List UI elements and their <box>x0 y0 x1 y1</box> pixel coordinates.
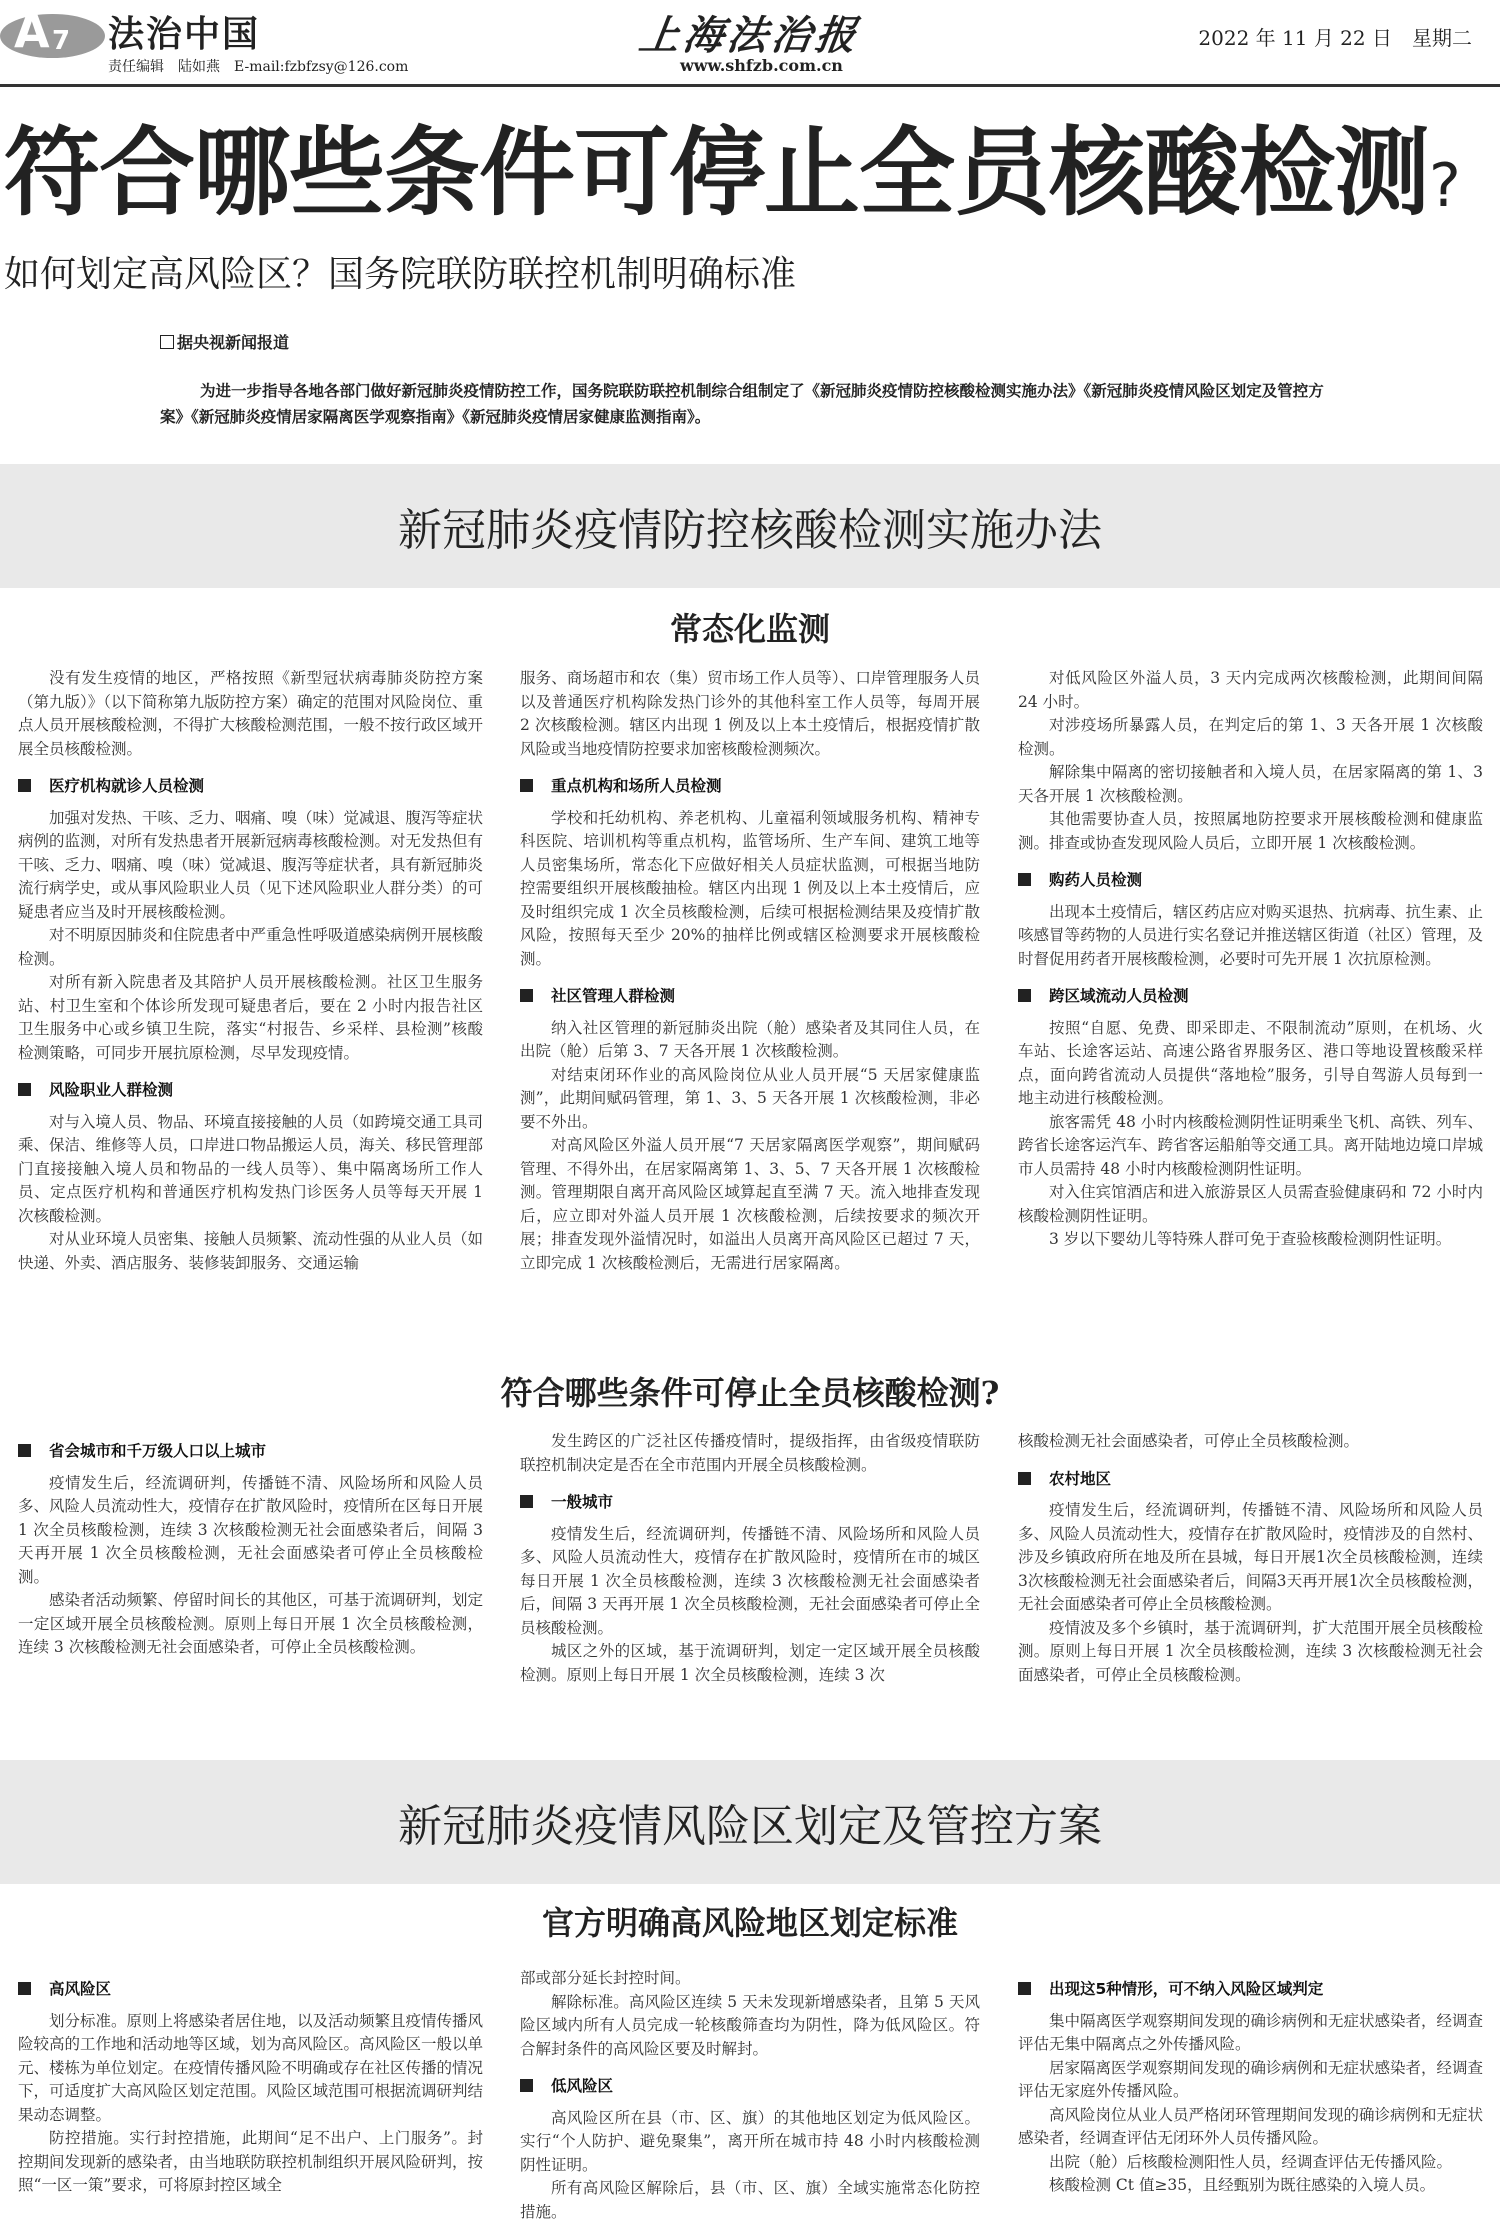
paragraph: 按照“自愿、免费、即采即走、不限制流动”原则，在机场、火车站、长途客运站、高速公路省界服务区、港口等地设置核酸采样点，面向跨省流动人员提供“落地检”服务，引导自驾游人员每到一地主动进行核酸检测。 <box>1018 1018 1483 1107</box>
s3-column-3 <box>1018 1978 1483 2198</box>
editor-line: 责任编辑 陆如燕 E-mail:fzbfzsy@126.com <box>108 59 409 75</box>
s1-column-1 <box>18 667 483 1275</box>
paragraph: 学校和托幼机构、养老机构、儿童福利领域服务机构、精神专科医院、培训机构等重点机构，监管场所、生产车间、建筑工地等人员密集场所，常态化下应做好相关人员症状监测，可根据当地防控需要组织开展核酸抽检。辖区内出现 1 例及以上本土疫情后，应及时组织完成 1 次全员核酸检测，后续可根据检测结果及疫情扩散风险，按照每天至少 20%的抽样比例或辖区检测要求开展核酸检测。 <box>520 808 980 968</box>
paragraph: 加强对发热、干咳、乏力、咽痛、嗅（味）觉减退、腹泻等症状病例的监测，对所有发热患者开展新冠病毒核酸检测。对无发热但有干咳、乏力、咽痛、嗅（味）觉减退、腹泻等症状者，具有新冠肺炎流行病学史，或从事风险职业人员（见下述风险职业人群分类）的可疑患者应当及时开展核酸检测。 <box>18 808 484 921</box>
paper-website: www.shfzb.com.cn <box>680 56 843 75</box>
paragraph: 其他需要协查人员，按照属地防控要求开展核酸检测和健康监测。排查或协查发现风险人员后，立即开展 1 次核酸检测。 <box>1018 810 1483 852</box>
byline-text: 据央视新闻报道 <box>177 333 290 352</box>
page-number: 7 <box>52 26 71 56</box>
paragraph: 核酸检测无社会面感染者，可停止全员核酸检测。 <box>1018 1432 1360 1450</box>
run-in-heading: 购药人员检测 <box>1018 869 1483 893</box>
section-band-risk-zone <box>0 1760 1500 1884</box>
paragraph: 解除标准。高风险区连续 5 天未发现新增感染者，且第 5 天风险区域内所有人员完成一轮核酸筛查均为阴性，降为低风险区。符合解封条件的高风险区要及时解封。 <box>520 1992 980 2058</box>
s3-column-1 <box>18 1978 483 2198</box>
run-in-heading: 社区管理人群检测 <box>520 985 980 1009</box>
paragraph: 没有发生疫情的地区，严格按照《新型冠状病毒肺炎防控方案（第九版）》（以下简称第九版防控方案）确定的范围对风险岗位、重点人员开展核酸检测，不得扩大核酸检测范围，一般不按行政区域开展全员核酸检测。 <box>18 669 484 758</box>
headline-question-mark: ? <box>1429 151 1460 221</box>
run-in-heading: 跨区域流动人员检测 <box>1018 985 1483 1009</box>
s2-column-3 <box>1018 1430 1483 1687</box>
page-number-badge <box>0 0 105 62</box>
run-in-heading: 出现这5种情形，可不纳入风险区域判定 <box>1018 1978 1483 2002</box>
paragraph: 划分标准。原则上将感染者居住地，以及活动频繁且疫情传播风险较高的工作地和活动地等区域，划为高风险区。高风险区一般以单元、楼栋为单位划定。在疫情传播风险不明确或存在社区传播的情况下，可适度扩大高风险区划定范围。风险区域范围可根据流调研判结果动态调整。 <box>18 2011 484 2124</box>
paragraph: 所有高风险区解除后，县（市、区、旗）全域实施常态化防控措施。 <box>520 2179 980 2221</box>
page-letter: A <box>14 4 50 58</box>
paragraph: 对涉疫场所暴露人员，在判定后的第 1、3 天各开展 1 次核酸检测。 <box>1018 716 1483 758</box>
run-in-heading: 高风险区 <box>18 1978 483 2002</box>
paragraph: 对与入境人员、物品、环境直接接触的人员（如跨境交通工具司乘、保洁、维修等人员，口岸进口物品搬运人员，海关、移民管理部门直接接触入境人员和物品的一线人员等）、集中隔离场所工作人员、定点医疗机构和普通医疗机构发热门诊医务人员等每天开展 1 次核酸检测。 <box>18 1112 484 1225</box>
s3-column-2 <box>520 1967 980 2224</box>
paragraph: 高风险区所在县（市、区、旗）的其他地区划定为低风险区。实行“个人防护、避免聚集”，离开所在城市持 48 小时内核酸检测阴性证明。 <box>520 2108 980 2174</box>
header-divider <box>0 84 1500 87</box>
paragraph: 感染者活动频繁、停留时间长的其他区，可基于流调研判，划定一定区域开展全员核酸检测。原则上每日开展 1 次全员核酸检测，连续 3 次核酸检测无社会面感染者，可停止全员核酸检测。 <box>18 1591 484 1656</box>
run-in-heading: 农村地区 <box>1018 1468 1483 1492</box>
s2-column-2 <box>520 1430 980 1687</box>
issue-date: 2022 年 11 月 22 日 星期二 <box>1198 26 1472 50</box>
byline <box>160 330 289 353</box>
paragraph: 防控措施。实行封控措施，此期间“足不出户、上门服务”。封控期间发现新的感染者，由当地联防联控机制组织开展风险研判，按照“一区一策”要求，可将原封控区域全 <box>18 2129 484 2194</box>
paragraph: 对所有新入院患者及其陪护人员开展核酸检测。社区卫生服务站、村卫生室和个体诊所发现可疑患者后，要在 2 小时内报告社区卫生服务中心或乡镇卫生院，落实“村报告、乡采样、县检测”核酸检测策略，可同步开展抗原检测，尽早发现疫情。 <box>18 973 483 1062</box>
run-in-heading: 重点机构和场所人员检测 <box>520 775 980 799</box>
paragraph: 集中隔离医学观察期间发现的确诊病例和无症状感染者，经调查评估无集中隔离点之外传播风险。 <box>1018 2011 1484 2053</box>
paragraph: 服务、商场超市和农（集）贸市场工作人员等）、口岸管理服务人员以及普通医疗机构除发热门诊外的其他科室工作人员等，每周开展 2 次核酸检测。辖区内出现 1 例及以上本土疫情后，根据疫情扩散风险或当地疫情防控要求加密核酸检测频次。 <box>520 669 980 758</box>
paragraph: 对高风险区外溢人员开展“7 天居家隔离医学观察”，期间赋码管理、不得外出，在居家隔离第 1、3、5、7 天各开展 1 次核酸检测。管理期限自离开高风险区域算起直至满 7 天。流入地排查发现后，应立即对外溢人员开展 1 次核酸检测，后续按要求的频次开展；排查发现外溢情况时，如溢出人员离开高风险区已超过 7 天，立即完成 1 次核酸检测后，无需进行居家隔离。 <box>520 1136 980 1272</box>
paragraph: 出院（舱）后核酸检测阳性人员，经调查评估无传播风险。 <box>1049 2152 1453 2171</box>
paragraph: 疫情发生后，经流调研判，传播链不清、风险场所和风险人员多、风险人员流动性大，疫情存在扩散风险时，疫情所在市的城区每日开展 1 次全员核酸检测，连续 3 次核酸检测无社会面感染者后，间隔 3 天再开展 1 次全员核酸检测，无社会面感染者可停止全员核酸检测。 <box>520 1524 980 1637</box>
run-in-heading: 医疗机构就诊人员检测 <box>18 775 483 799</box>
s2-column-1 <box>18 1440 483 1660</box>
headline-text: 符合哪些条件可停止全员核酸检测 <box>4 117 1429 229</box>
subheadline: 如何划定高风险区？国务院联防联控机制明确标准 <box>4 254 797 295</box>
section-name: 法治中国 <box>108 14 261 55</box>
paragraph: 对从业环境人员密集、接触人员频繁、流动性强的从业人员（如快递、外卖、酒店服务、装修装卸服务、交通运输 <box>18 1230 484 1272</box>
paragraph: 对入住宾馆酒店和进入旅游景区人员需查验健康码和 72 小时内核酸检测阴性证明。 <box>1018 1183 1483 1225</box>
headline <box>4 118 1460 241</box>
paragraph: 对不明原因肺炎和住院患者中严重急性呼吸道感染病例开展核酸检测。 <box>18 926 484 968</box>
paragraph: 疫情波及多个乡镇时，基于流调研判，扩大范围开展全员核酸检测。原则上每日开展 1 次全员核酸检测，连续 3 次核酸检测无社会面感染者，可停止全员核酸检测。 <box>1018 1618 1484 1684</box>
paragraph: 对结束闭环作业的高风险岗位从业人员开展“5 天居家健康监测”，此期间赋码管理，第 1、3、5 天各开展 1 次核酸检测，非必要不外出。 <box>520 1065 980 1131</box>
s1-column-3 <box>1018 667 1483 1252</box>
section-band-title: 新冠肺炎疫情风险区划定及管控方案 <box>398 1801 1102 1852</box>
paragraph: 纳入社区管理的新冠肺炎出院（舱）感染者及其同住人员，在出院（舱）后第 3、7 天各开展 1 次核酸检测。 <box>520 1018 980 1060</box>
paragraph: 旅客需凭 48 小时内核酸检测阴性证明乘坐飞机、高铁、列车、跨省长途客运汽车、跨省客运船舶等交通工具。离开陆地边境口岸城市人员需持 48 小时内核酸检测阴性证明。 <box>1018 1112 1484 1178</box>
paragraph: 解除集中隔离的密切接触者和入境人员，在居家隔离的第 1、3 天各开展 1 次核酸检测。 <box>1018 763 1483 805</box>
paragraph: 疫情发生后，经流调研判，传播链不清、风险场所和风险人员多、风险人员流动性大，疫情存在扩散风险时，疫情涉及的自然村、涉及乡镇政府所在地及所在县城，每日开展1次全员核酸检测，连续3次核酸检测无社会面感染者后，间隔3天再开展1次全员核酸检测，无社会面感染者可停止全员核酸检测。 <box>1018 1501 1484 1613</box>
paragraph: 部或部分延长封控时间。 <box>520 1969 691 1987</box>
paragraph: 核酸检测 Ct 值≥35，且经甄别为既往感染的入境人员。 <box>1049 2176 1436 2194</box>
paragraph: 居家隔离医学观察期间发现的确诊病例和无症状感染者，经调查评估无家庭外传播风险。 <box>1018 2058 1484 2100</box>
sub-heading-stop-testing: 符合哪些条件可停止全员核酸检测? <box>500 1374 1000 1412</box>
paragraph: 高风险岗位从业人员严格闭环管理期间发现的确诊病例和无症状感染者，经调查评估无闭环外人员传播风险。 <box>1018 2105 1484 2147</box>
s1-column-2 <box>520 667 980 1275</box>
sub-heading-high-risk-criteria: 官方明确高风险地区划定标准 <box>541 1904 958 1942</box>
run-in-heading: 省会城市和千万级人口以上城市 <box>18 1440 483 1464</box>
sub-heading-routine-monitoring: 常态化监测 <box>669 610 830 648</box>
paragraph: 3 岁以下婴幼儿等特殊人群可免于查验核酸检测阴性证明。 <box>1049 1230 1452 1248</box>
paragraph: 出现本土疫情后，辖区药店应对购买退热、抗病毒、抗生素、止咳感冒等药物的人员进行实名登记并推送辖区街道（社区）管理，及时督促用药者开展核酸检测，必要时可先开展 1 次抗原检测。 <box>1018 902 1484 968</box>
run-in-heading: 一般城市 <box>520 1491 980 1515</box>
lede-paragraph: 为进一步指导各地各部门做好新冠肺炎疫情防控工作，国务院联防联控机制综合组制定了《新冠肺炎疫情防控核酸检测实施办法》《新冠肺炎疫情风险区划定及管控方案》《新冠肺炎疫情居家隔离医学观察指南》《新冠肺炎疫情居家健康监测指南》。 <box>160 382 1324 426</box>
section-band-nucleic-acid-testing <box>0 464 1500 588</box>
run-in-heading: 低风险区 <box>520 2075 980 2099</box>
paragraph: 对低风险区外溢人员，3 天内完成两次核酸检测，此期间间隔 24 小时。 <box>1018 669 1483 711</box>
paragraph: 发生跨区的广泛社区传播疫情时，提级指挥，由省级疫情联防联控机制决定是否在全市范围内开展全员核酸检测。 <box>520 1432 980 1474</box>
section-band-title: 新冠肺炎疫情防控核酸检测实施办法 <box>398 505 1102 556</box>
run-in-heading: 风险职业人群检测 <box>18 1079 483 1103</box>
paper-logo: 上海法治报 <box>636 12 863 59</box>
paragraph: 城区之外的区域，基于流调研判，划定一定区域开展全员核酸检测。原则上每日开展 1 次全员核酸检测，连续 3 次 <box>520 1642 980 1684</box>
paragraph: 疫情发生后，经流调研判，传播链不清、风险场所和风险人员多、风险人员流动性大，疫情存在扩散风险时，疫情所在区每日开展 1 次全员核酸检测，连续 3 次核酸检测无社会面感染者后，间隔 3 天再开展 1 次全员核酸检测，无社会面感染者可停止全员核酸检测。 <box>18 1473 484 1586</box>
byline-box-icon <box>160 335 174 349</box>
